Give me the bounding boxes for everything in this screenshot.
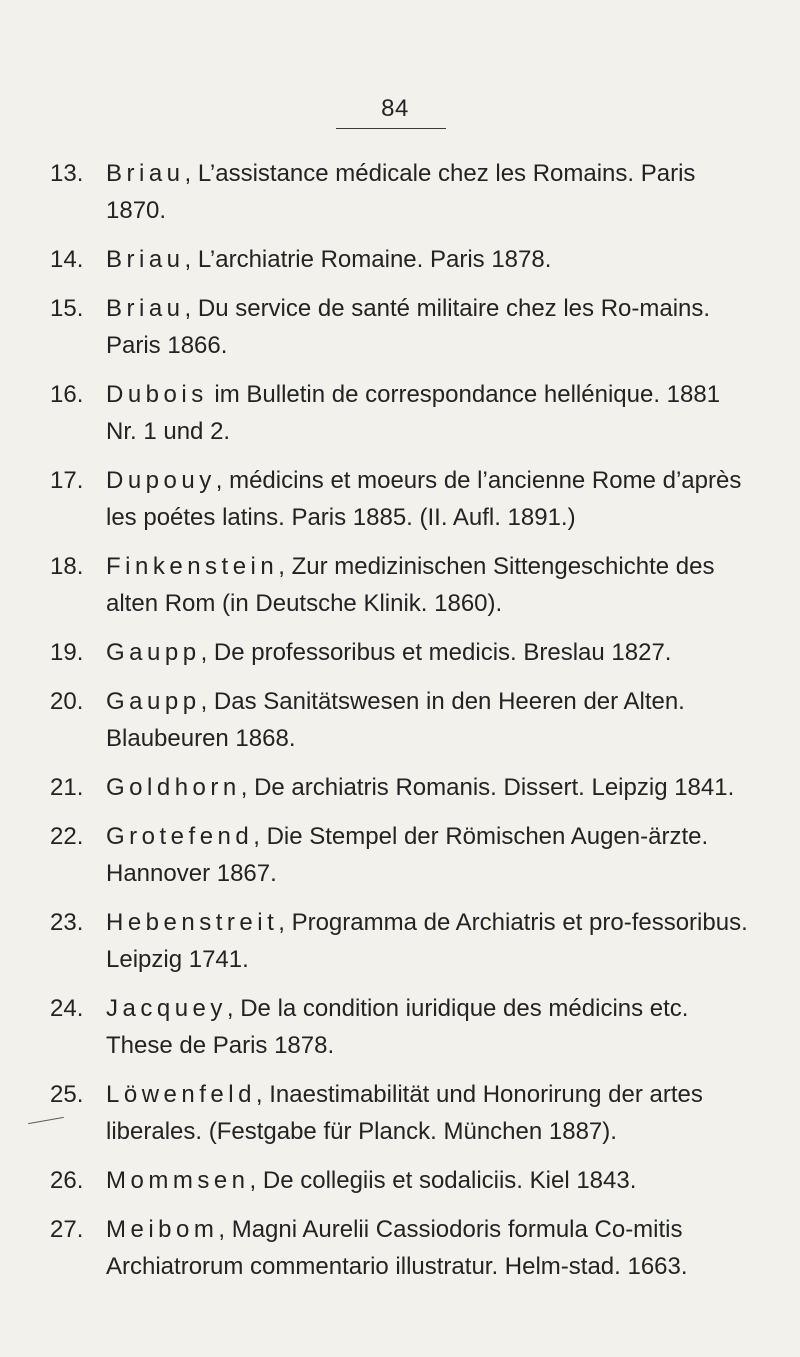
entry-number: 27. xyxy=(50,1216,84,1243)
bibliography-entry xyxy=(50,1076,750,1150)
entry-author: Dubois xyxy=(106,381,208,408)
entry-text: , De archiatris Romanis. Dissert. Leipzig 1841. xyxy=(240,774,735,801)
entry-number: 18. xyxy=(50,553,84,580)
entry-number: 17. xyxy=(50,467,84,494)
entry-text: , Magni Aurelii Cassiodoris formula Co-mitis Archiatrorum commentario illustratur. Helm-stad. 1663. xyxy=(106,1216,688,1280)
bibliography-entry xyxy=(50,376,750,450)
entry-text: , De la condition iuridique des médicins etc. These de Paris 1878. xyxy=(106,995,689,1059)
entry-number: 21. xyxy=(50,774,84,801)
entry-text: , De collegiis et sodaliciis. Kiel 1843. xyxy=(249,1167,637,1194)
entry-author: Briau xyxy=(106,246,185,273)
entry-number: 13. xyxy=(50,160,84,187)
bibliography-entry xyxy=(50,1162,750,1199)
bibliography-entry xyxy=(50,904,750,978)
entry-text: , Du service de santé militaire chez les Ro-mains. Paris 1866. xyxy=(106,295,711,359)
entry-number: 24. xyxy=(50,995,84,1022)
entry-text: , Programma de Archiatris et pro-fessoribus. Leipzig 1741. xyxy=(106,909,748,973)
entry-number: 22. xyxy=(50,823,84,850)
entry-author: Jacquey xyxy=(106,995,227,1022)
bibliography-entry xyxy=(50,462,750,536)
entry-number: 19. xyxy=(50,639,84,666)
bibliography-entry xyxy=(50,1211,750,1285)
bibliography-list xyxy=(50,155,750,1297)
entry-text: , médicins et moeurs de l’ancienne Rome d’après les poétes latins. Paris 1885. (II. Aufl. 1891.) xyxy=(106,467,742,531)
entry-author: Goldhorn xyxy=(106,774,241,801)
entry-number: 16. xyxy=(50,381,84,408)
page-number: 84 xyxy=(381,95,409,122)
bibliography-entry xyxy=(50,155,750,229)
header-rule xyxy=(336,128,446,129)
entry-author: Finkenstein xyxy=(106,553,279,580)
entry-number: 23. xyxy=(50,909,84,936)
entry-author: Meibom xyxy=(106,1216,219,1243)
bibliography-entry xyxy=(50,683,750,757)
entry-author: Briau xyxy=(106,295,185,322)
entry-text: im Bulletin de correspondance hellénique. 1881 Nr. 1 und 2. xyxy=(106,381,721,445)
entry-number: 15. xyxy=(50,295,84,322)
entry-author: Gaupp xyxy=(106,639,201,666)
entry-number: 14. xyxy=(50,246,84,273)
entry-author: Gaupp xyxy=(106,688,201,715)
entry-author: Hebenstreit xyxy=(106,909,279,936)
entry-text: , L’assistance médicale chez les Romains. Paris 1870. xyxy=(106,160,696,224)
entry-author: Dupouy xyxy=(106,467,216,494)
entry-text: , De professoribus et medicis. Breslau 1827. xyxy=(200,639,672,666)
bibliography-entry xyxy=(50,241,750,278)
entry-number: 20. xyxy=(50,688,84,715)
entry-number: 26. xyxy=(50,1167,84,1194)
bibliography-entry xyxy=(50,769,750,806)
bibliography-entry xyxy=(50,548,750,622)
entry-author: Löwenfeld xyxy=(106,1081,256,1108)
bibliography-entry xyxy=(50,290,750,364)
bibliography-entry xyxy=(50,818,750,892)
entry-text: , Die Stempel der Römischen Augen-ärzte. Hannover 1867. xyxy=(106,823,709,887)
entry-text: , Das Sanitätswesen in den Heeren der Alten. Blaubeuren 1868. xyxy=(106,688,685,752)
entry-number: 25. xyxy=(50,1081,84,1108)
entry-text: , Inaestimabilität und Honorirung der artes liberales. (Festgabe für Planck. München 1887). xyxy=(106,1081,703,1145)
bibliography-entry xyxy=(50,990,750,1064)
bibliography-entry xyxy=(50,634,750,671)
entry-author: Mommsen xyxy=(106,1167,250,1194)
entry-text: , Zur medizinischen Sittengeschichte des alten Rom (in Deutsche Klinik. 1860). xyxy=(106,553,715,617)
entry-text: , L’archiatrie Romaine. Paris 1878. xyxy=(184,246,552,273)
entry-author: Briau xyxy=(106,160,185,187)
entry-author: Grotefend xyxy=(106,823,254,850)
